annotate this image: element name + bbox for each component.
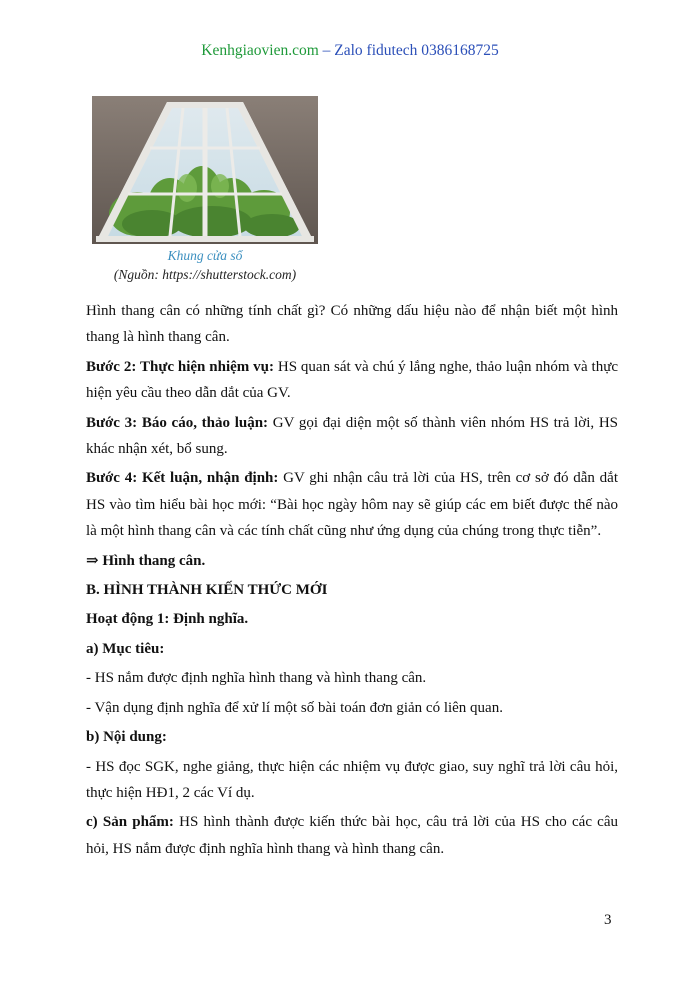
- page-number: 3: [604, 912, 612, 928]
- objective-item: - HS nắm được định nghĩa hình thang và hình thang cân.: [86, 670, 427, 687]
- figure-source: (Nguồn: https://shutterstock.com): [113, 267, 297, 282]
- conclusion-line: ⇒ Hình thang cân.: [86, 552, 206, 569]
- objective-item: - Vận dụng định nghĩa để xử lí một số bài toán đơn giản có liên quan.: [86, 699, 503, 716]
- paragraph-step-4: Bước 4: Kết luận, nhận định: GV ghi nhận câu trả lời của HS, trên cơ sở đó dẫn dắt HS vào tìm hiểu bài học mới: “Bài học ngày hôm nay sẽ giúp các em biết được thế nào là một hình thang cân và các tính chất cũng như ứng dụng của chúng trong thực tiễn”.: [86, 470, 618, 540]
- site-name: Kenhgiaovien.com: [201, 42, 319, 59]
- activity-heading: Hoạt động 1: Định nghĩa.: [86, 611, 249, 628]
- paragraph: Hình thang cân có những tính chất gì? Có những dấu hiệu nào để nhận biết một hình thang là hình thang cân.: [86, 303, 618, 346]
- paragraph-step-3: Bước 3: Báo cáo, thảo luận: GV gọi đại diện một số thành viên nhóm HS trả lời, HS khác nhận xét, bổ sung.: [86, 414, 619, 458]
- paragraph-step-2: Bước 2: Thực hiện nhiệm vụ: HS quan sát và chú ý lắng nghe, thảo luận nhóm và thực hiện yêu cầu theo dẫn dắt của GV.: [86, 358, 618, 402]
- header-separator: –: [318, 42, 335, 59]
- content-item: - HS đọc SGK, nghe giảng, thực hiện các nhiệm vụ được giao, suy nghĩ trả lời câu hỏi, thực hiện HĐ1, 2 các Ví dụ.: [86, 758, 618, 801]
- section-heading: B. HÌNH THÀNH KIẾN THỨC MỚI: [86, 582, 328, 599]
- product-paragraph: c) Sản phẩm: HS hình thành được kiến thức bài học, câu trả lời của HS cho các câu hỏi, HS nắm được định nghĩa hình thang và hình thang cân.: [86, 814, 618, 857]
- page-header: [0, 42, 700, 60]
- content-heading: b) Nội dung:: [86, 729, 167, 746]
- document-body: [86, 298, 618, 865]
- objective-heading: a) Mục tiêu:: [86, 640, 165, 657]
- zalo-contact: Zalo fidutech 0386168725: [334, 42, 499, 59]
- figure-caption: Khung cửa sổ: [167, 248, 243, 263]
- window-photo: [92, 96, 318, 244]
